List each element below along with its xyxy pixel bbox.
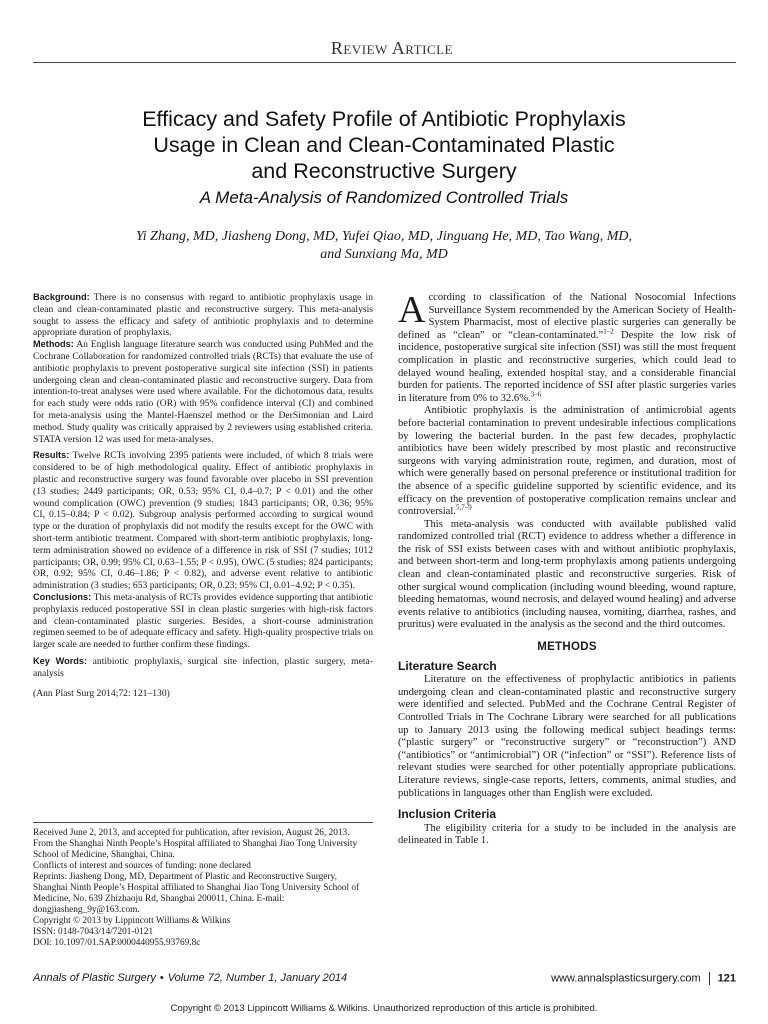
title-line: Efficacy and Safety Profile of Antibiotic Prophylaxis [142, 107, 626, 131]
copyright-notice: Copyright © 2013 Lippincott Williams & Wilkins. Unauthorized reproduction of this article is prohibited. [170, 1003, 598, 1014]
abstract-text: There is no consensus with regard to antibiotic prophylaxis usage in clean and clean-contaminated plastic and reconstructive surgery. This meta-analysis sought to assess the efficacy and safety of antibiotic prophylaxis and to determine appropriate duration of prophylaxis. [33, 292, 373, 339]
article-subtitle: A Meta-Analysis of Randomized Controlled Trials [199, 188, 569, 207]
bullet-separator: • [159, 972, 164, 984]
footnote: Reprints: Jiasheng Dong, MD, Department of Plastic and Reconstructive Surgery, Shanghai Ninth People’s Hospital affiliated to Shanghai Jiao Tong University School of Medicine, No. 639 Zhizhaoju Rd, Shanghai 200011, China. E-mail: dongjiasheng_9y@163.com. [33, 872, 360, 915]
title-line: and Reconstructive Surgery [251, 159, 517, 183]
abstract [33, 292, 373, 699]
website-link[interactable]: www.annalsplasticsurgery.com [551, 972, 701, 985]
footnote: Copyright © 2013 by Lippincott Williams & Wilkins [33, 916, 231, 926]
footnote: Received June 2, 2013, and accepted for publication, after revision, August 26, 2013. [33, 828, 350, 838]
abstract-keywords [33, 656, 373, 680]
body-paragraph: Literature on the effectiveness of prophylactic antibiotics in patients undergoing clean and clean-contaminated plastic and reconstructive surgery were identified and selected. PubMed and the Cochrane Central Register of Controlled Trials in The Cochrane Library were searched for all publications up to January 2013 using the following medical subject headings terms: (“plastic surgery” or “reconstructive surgery” or “reconstruction”) AND (“antibiotics” or “antimicrobial”) OR (“infection” or “SSI”). Reference lists of relevant studies were searched for other potentially appropriate publications. Literature reviews, single-case reports, letters, comments, animal studies, and publications in languages other than English were excluded. [398, 674, 736, 799]
footnote: From the Shanghai Ninth People’s Hospital affiliated to Shanghai Jiao Tong University School of Medicine, Shanghai, China. [33, 839, 358, 860]
literature-search-heading: Literature Search [398, 658, 497, 673]
footnote: DOI: 10.1097/01.SAP.0000440955.93769.8c [33, 938, 201, 948]
drop-cap: A [398, 289, 426, 331]
abstract-text: antibiotic prophylaxis, surgical site infection, plastic surgery, meta-analysis [33, 655, 373, 679]
footnote-rule [33, 822, 373, 823]
abstract-results [33, 450, 373, 592]
inclusion-criteria-heading: Inclusion Criteria [398, 807, 497, 822]
reference-marker: 5,7–9 [455, 503, 472, 512]
body-text [398, 289, 736, 848]
footer-website [551, 972, 736, 985]
reference-marker: 3–6 [530, 390, 542, 399]
reference-marker: 1–2 [603, 327, 614, 336]
abstract-label: Results: [33, 450, 70, 461]
section-heading: Review Article [330, 38, 453, 58]
abstract-text: Twelve RCTs involving 2395 patients were included, of which 8 trials were considered to be of high methodological quality. Effect of antibiotic prophylaxis in plastic and reconstructive surgery was found favorable over placebo in SSI prevention (13 studies; 2449 participants; OR, 0.53; 95% CI, 0.4–0.7; P < 0.01) and the other wound complication (OWC) prevention (9 studies; 1843 participants; OR, 0.36; 95% CI, 0.15–0.84; P < 0.02). Subgroup analysis performed according to surgical wound type or the duration of prophylaxis did not modify the results except for the OWC with short-term antibiotic treatment. Compared with short-term antibiotic prophylaxis, long-term administration showed no evidence of a difference in risk of SSI (7 studies; 1012 participants; OR, 0.99; 95% CI, 0.63–1.55; P < 0.95), OWC (5 studies; 824 participants; OR, 0.92; 95% CI, 0.46–1.86; P < 0.82), and adverse event relative to antibiotic administration (3 studies; 653 participants; OR, 0.23; 95% CI, 0.01–4.92; P < 0.35). [33, 450, 373, 592]
issue-info: Volume 72, Number 1, January 2014 [167, 972, 348, 984]
abstract-text: An English language literature search was conducted using PubMed and the Cochrane Collaboration for randomized controlled trials (RCTs) that evaluate the use of antibiotic prophylaxis to prevent postoperative surgical site infection (SSI) in patients undergoing clean and clean-contaminated plastic and reconstructive surgery. Data from intention-to-treat analyses were used where available. For the dichotomous data, results for each study were odds ratio (OR) with 95% confidence interval (CI) and combined for meta-analysis using the Mantel-Haenszel method or the DerSimonian and Laird method. Study quality was critically appraised by 2 reviewers using established criteria. STATA version 12 was used for meta-analyses. [33, 339, 373, 445]
body-paragraph [398, 405, 736, 518]
abstract-background [33, 292, 373, 339]
footnote: Conflicts of interest and sources of funding: none declared [33, 861, 251, 871]
body-paragraph: The eligibility criteria for a study to be included in the analysis are delineated in Table 1. [398, 822, 736, 847]
paragraph-text: Antibiotic prophylaxis is the administration of antimicrobial agents before bacterial contamination to prevent undesirable infectious complications by lowering the bacterial burden. In the past few decades, prophylactic antibiotics have been widely prescribed by most plastic and reconstructive surgeons with varying administration route, regimen, and duration, most of which were generally based on personal preference or institutional tradition for the absence of a specific guideline supported by scientific evidence, and its efficacy on the prevention of postoperative complication remains unclear and controversial. [398, 405, 736, 518]
author-line: and Sunxiang Ma, MD [320, 247, 448, 262]
methods-heading: METHODS [537, 641, 597, 654]
body-paragraph [398, 289, 736, 405]
journal-name: Annals of Plastic Surgery [33, 972, 156, 984]
body-paragraph: This meta-analysis was conducted with available published valid randomized controlled trial (RCT) evidence to address whether a difference in the risk of SSI exists between cases with and without antibiotic prophylaxis, and between short-term and long-term prophylaxis among patients undergoing clean and clean-contaminated plastic and reconstructive surgeries. Risk of other surgical wound complication (including wound bleeding, wound rapture, bleeding hematomas, wound necrosis, and delayed wound healing) and adverse events relative to antibiotics (including nausea, vomiting, diarrhea, rashes, and pruritus) were evaluated in the analysis as the second and the third outcomes. [398, 518, 736, 631]
abstract-methods [33, 339, 373, 445]
paragraph-text: ccording to classification of the National Nosocomial Infections Surveillance System recommended by the American Society of Health-System Pharmacist, most of elective plastic surgeries can generally be defined as “clean” or “clean-contaminated.” [398, 292, 736, 341]
abstract-label: Key Words: [33, 655, 88, 666]
footer-journal [33, 972, 347, 984]
footer-divider [709, 972, 710, 985]
abstract-conclusions [33, 592, 373, 651]
abstract-label: Methods: [33, 339, 74, 350]
author-list [60, 228, 708, 264]
header-rule [33, 62, 736, 63]
abstract-citation: (Ann Plast Surg 2014;72: 121–130) [33, 687, 170, 699]
abstract-label: Background: [33, 292, 90, 302]
abstract-label: Conclusions: [33, 591, 92, 602]
article-title [60, 106, 708, 184]
abstract-text: This meta-analysis of RCTs provides evidence supporting that antibiotic prophylaxis reduced postoperative SSI in clean plastic surgeries with high-risk factors and clean-contaminated plastic surgeries. Besides, a short-course administration regimen seemed to be of adequate efficacy and safety. High-quality prospective trials on larger scale are needed to further confirm these findings. [33, 591, 373, 651]
paragraph-text: Despite the low risk of incidence, postoperative surgical site infection (SSI) was still the most frequent complication in plastic and reconstructive surgeries, which could lead to delayed wound healing, extended hospital stay, and a considerable financial burden for patients. The reported incidence of SSI after plastic surgeries varies in literature from 0% to 32.6%. [398, 329, 736, 404]
page-number: 121 [717, 972, 736, 985]
author-line: Yi Zhang, MD, Jiasheng Dong, MD, Yufei Qiao, MD, Jinguang He, MD, Tao Wang, MD, [136, 229, 632, 244]
footnotes [33, 828, 373, 949]
title-line: Usage in Clean and Clean-Contaminated Plastic [153, 133, 615, 157]
footnote: ISSN: 0148-7043/14/7201-0121 [33, 927, 154, 937]
